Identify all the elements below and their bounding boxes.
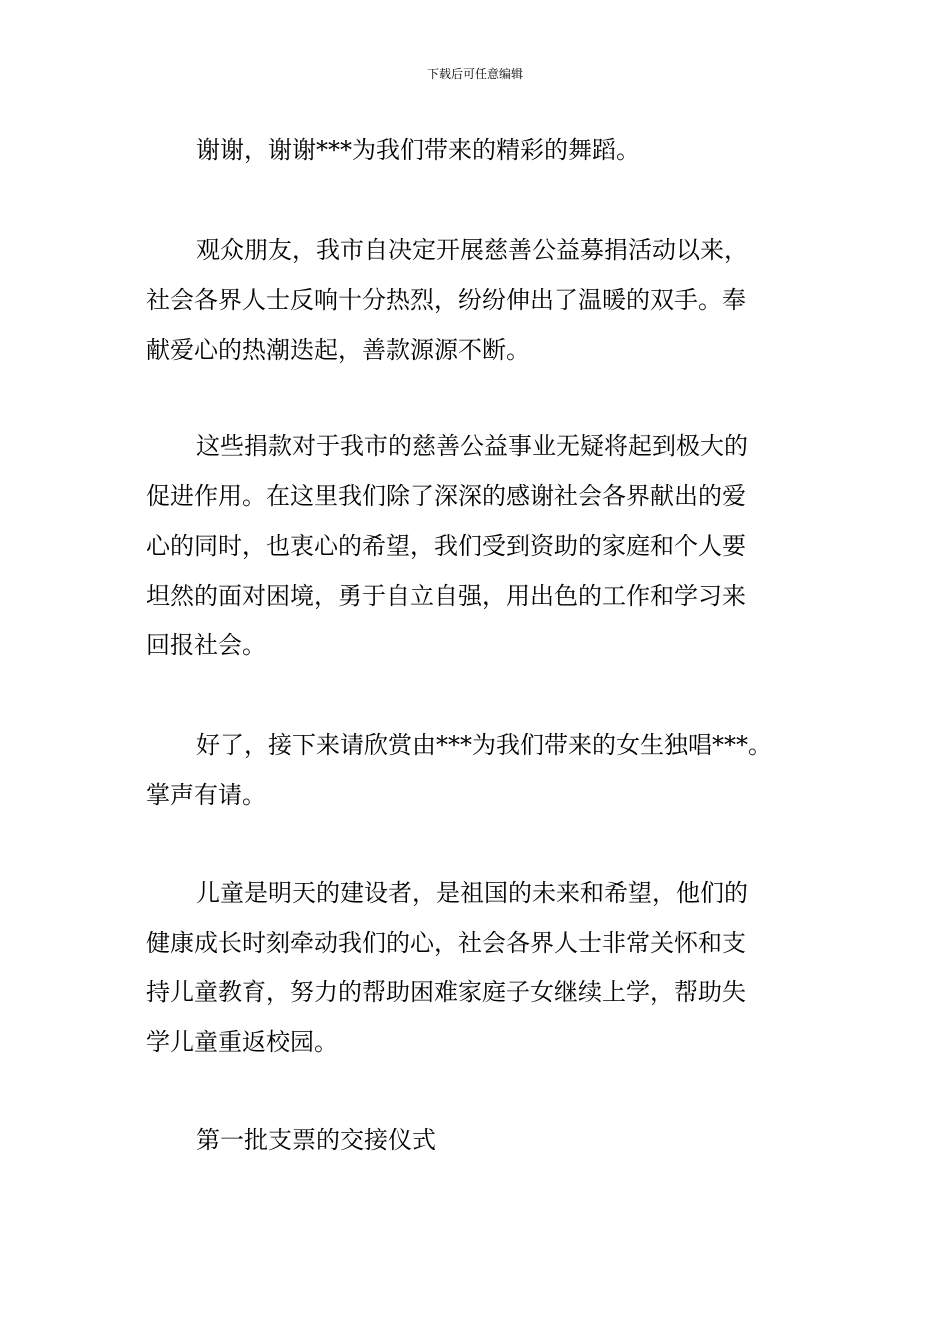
paragraph-line: 坦然的面对困境，勇于自立自强，用出色的工作和学习来	[146, 582, 746, 610]
paragraph-line: 谢谢，谢谢***为我们带来的精彩的舞蹈。	[196, 136, 640, 164]
paragraph-line: 第一批支票的交接仪式	[196, 1126, 436, 1154]
paragraph-line: 这些捐款对于我市的慈善公益事业无疑将起到极大的	[196, 432, 748, 460]
paragraph-line: 健康成长时刻牵动我们的心，社会各界人士非常关怀和支	[146, 929, 746, 957]
paragraph-line: 持儿童教育，努力的帮助困难家庭子女继续上学，帮助失	[146, 978, 746, 1006]
paragraph-line: 心的同时，也衷心的希望，我们受到资助的家庭和个人要	[146, 532, 746, 560]
paragraph-line: 观众朋友，我市自决定开展慈善公益募捐活动以来，	[196, 236, 748, 264]
paragraph-line: 学儿童重返校园。	[146, 1028, 338, 1056]
paragraph-line: 献爱心的热潮迭起，善款源源不断。	[146, 336, 530, 364]
paragraph-line: 回报社会。	[146, 631, 266, 659]
header-note: 下载后可任意编辑	[426, 67, 523, 81]
paragraph-line: 掌声有请。	[146, 781, 266, 809]
paragraph-line: 促进作用。在这里我们除了深深的感谢社会各界献出的爱	[146, 482, 746, 510]
paragraph-line: 儿童是明天的建设者，是祖国的未来和希望，他们的	[196, 879, 748, 907]
paragraph-line: 社会各界人士反响十分热烈，纷纷伸出了温暖的双手。奉	[146, 286, 746, 314]
paragraph-line: 好了，接下来请欣赏由***为我们带来的女生独唱***。	[196, 731, 772, 759]
